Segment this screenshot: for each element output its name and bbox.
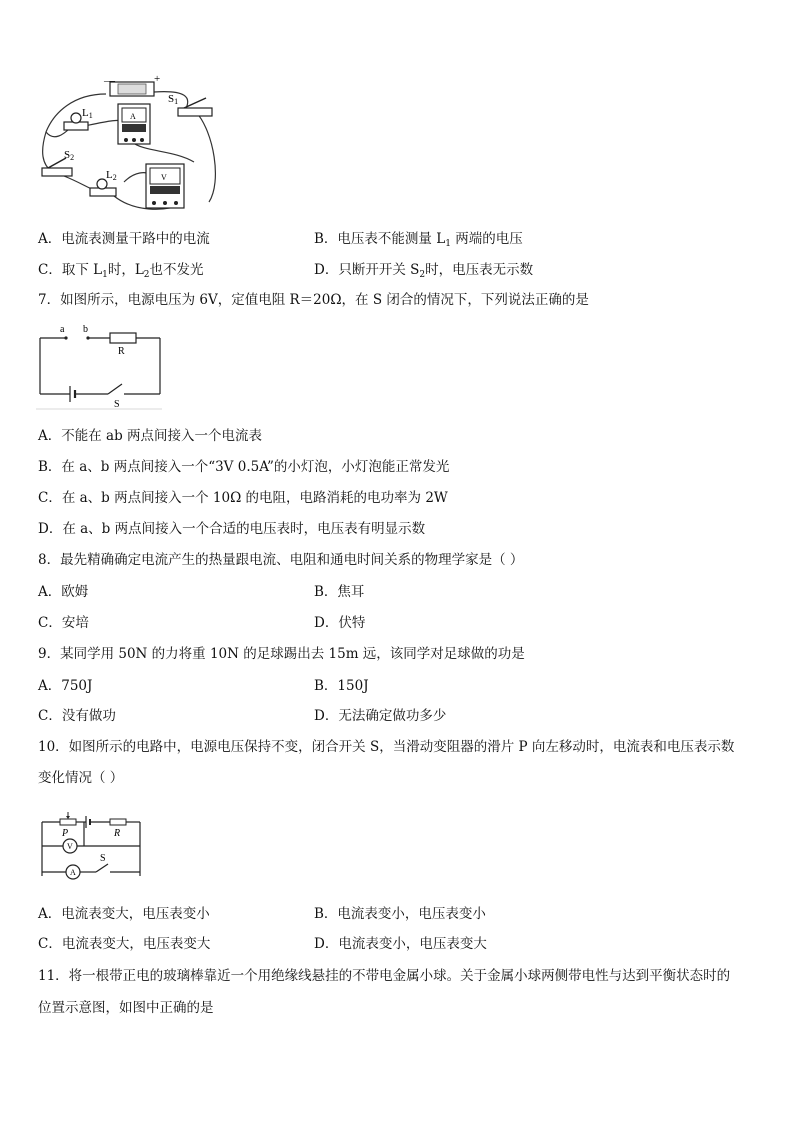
q8-option-a: A．欧姆 bbox=[38, 584, 89, 600]
q7-stem: 7．如图所示，电源电压为 6V，定值电阻 R＝20Ω，在 S 闭合的情况下，下列说法正确的是 bbox=[38, 292, 589, 308]
battery-minus-label: — bbox=[104, 75, 115, 87]
q10-stem-line2: 变化情况（ ） bbox=[38, 770, 124, 786]
q9-option-c: C．没有做功 bbox=[38, 708, 116, 724]
q9-option-b: B．150J bbox=[314, 678, 369, 694]
q9-option-a: A．750J bbox=[38, 678, 93, 694]
q11-stem-line1: 11．将一根带正电的玻璃棒靠近一个用绝缘线悬挂的不带电金属小球。关于金属小球两侧带电性与达到平衡状态时的 bbox=[38, 968, 731, 984]
q8-option-b: B．焦耳 bbox=[314, 584, 365, 600]
q10-label-s: S bbox=[100, 853, 106, 864]
q7-circuit-figure bbox=[36, 320, 166, 412]
q10-option-d: D．电流表变小，电压表变大 bbox=[314, 936, 487, 952]
q9-option-d: D．无法确定做功多少 bbox=[314, 708, 447, 724]
q10-option-a: A．电流表变大，电压表变小 bbox=[38, 906, 210, 922]
q11-stem-line2: 位置示意图，如图中正确的是 bbox=[38, 1000, 214, 1016]
q8-option-d: D．伏特 bbox=[314, 615, 366, 631]
q7-option-b: B．在 a、b 两点间接入一个“3V 0.5A”的小灯泡，小灯泡能正常发光 bbox=[38, 459, 450, 475]
q8-stem: 8．最先精确确定电流产生的热量跟电流、电阻和通电时间关系的物理学家是（ ） bbox=[38, 552, 524, 568]
q10-label-r: R bbox=[114, 828, 121, 839]
bulb-l1-label: L1 bbox=[82, 107, 93, 120]
q6-option-b: B．电压表不能测量 $L_1$ 两端的电压 bbox=[314, 231, 523, 249]
q7-option-a: A．不能在 ab 两点间接入一个电流表 bbox=[38, 428, 263, 444]
circuit-photo-figure bbox=[34, 72, 224, 218]
q10-option-b: B．电流表变小，电压表变小 bbox=[314, 906, 486, 922]
q10-label-v: V bbox=[67, 842, 73, 851]
q10-label-a: A bbox=[70, 868, 76, 877]
switch-s1-label: S1 bbox=[168, 93, 179, 106]
q7-label-b: b bbox=[83, 324, 88, 335]
switch-s2-label: S2 bbox=[64, 149, 75, 162]
q7-option-d: D．在 a、b 两点间接入一个合适的电压表时，电压表有明显示数 bbox=[38, 521, 426, 537]
q10-option-c: C．电流表变大，电压表变大 bbox=[38, 936, 211, 952]
q10-circuit-figure bbox=[38, 810, 148, 882]
q6-option-a: A．电流表测量干路中的电流 bbox=[38, 231, 210, 247]
bulb-l2-label: L2 bbox=[106, 169, 117, 182]
q7-option-c: C．在 a、b 两点间接入一个 10Ω 的电阻，电路消耗的电功率为 2W bbox=[38, 490, 448, 506]
ammeter-symbol: A bbox=[130, 112, 136, 121]
q7-label-a: a bbox=[60, 324, 65, 335]
q6-option-d: D．只断开开关 $S_2$时，电压表无示数 bbox=[314, 262, 534, 280]
q10-label-p: P bbox=[62, 828, 69, 839]
q7-label-r: R bbox=[118, 346, 125, 357]
voltmeter-symbol: V bbox=[161, 173, 167, 182]
battery-plus-label: + bbox=[154, 73, 161, 85]
q10-stem-line1: 10．如图所示的电路中，电源电压保持不变，闭合开关 S，当滑动变阻器的滑片 P 向左移动时，电流表和电压表示数 bbox=[38, 739, 735, 755]
q9-stem: 9．某同学用 50N 的力将重 10N 的足球踢出去 15m 远，该同学对足球做的功是 bbox=[38, 646, 525, 662]
q7-label-s: S bbox=[114, 399, 120, 410]
q6-option-c: C．取下 $L_1$时，$L_2$也不发光 bbox=[38, 262, 204, 280]
q8-option-c: C．安培 bbox=[38, 615, 89, 631]
